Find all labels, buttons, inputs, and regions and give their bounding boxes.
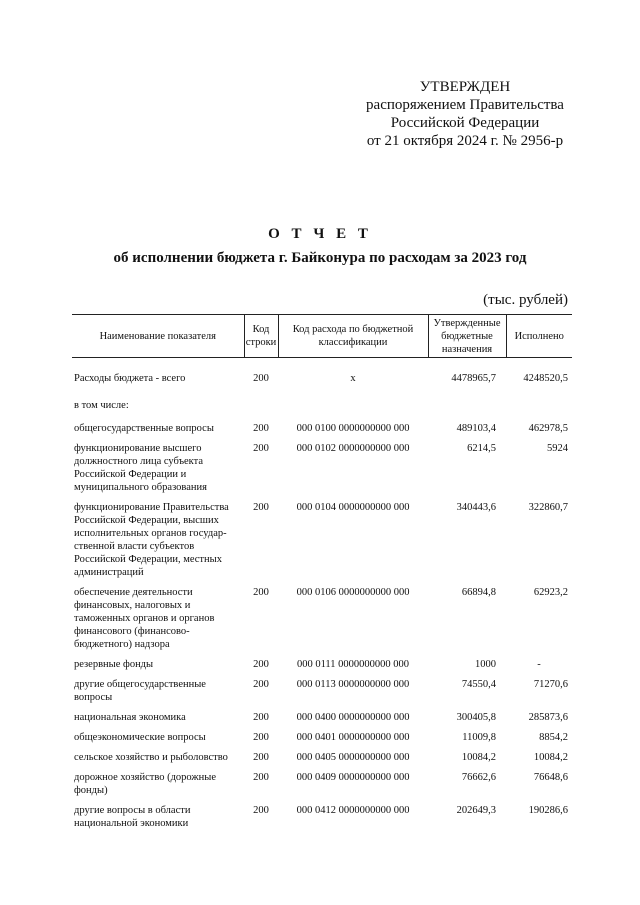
- row-approved: 202649,3: [456, 805, 496, 816]
- row-approved: 74550,4: [461, 679, 496, 690]
- row-name: Расходы бюджета - всего: [74, 373, 186, 384]
- row-name: общегосударственные вопросы: [74, 423, 214, 434]
- row-executed: [506, 399, 572, 422]
- row-budget-code: 000 0102 0000000000 000: [296, 443, 410, 454]
- table-header-row: [72, 315, 572, 358]
- header-line-code-text: Код строки: [245, 324, 277, 348]
- header-executed: [506, 315, 572, 358]
- row-budget-code: x: [350, 373, 356, 384]
- report-subtitle: об исполнении бюджета г. Байконура по расходам за 2023 год: [113, 250, 527, 266]
- approval-block: [340, 78, 590, 150]
- row-line-code: 200: [253, 659, 269, 670]
- row-executed: 462978,5: [528, 423, 568, 434]
- row-approved: 66894,8: [461, 587, 496, 598]
- header-name-text: Наименование показателя: [99, 330, 216, 342]
- row-line-code: 200: [253, 443, 269, 454]
- row-approved: 300405,8: [456, 712, 496, 723]
- row-line-code: [244, 399, 278, 422]
- row-line-code: 200: [253, 712, 269, 723]
- table-row: [72, 501, 572, 586]
- row-budget-code: 000 0100 0000000000 000: [296, 423, 410, 434]
- row-executed: 190286,6: [528, 805, 568, 816]
- row-name: функционирование высшего должностного лица субъекта Российской Федерации и муниципального образования: [74, 443, 207, 493]
- row-line-code: 200: [253, 679, 269, 690]
- row-budget-code: 000 0405 0000000000 000: [296, 752, 410, 763]
- approval-line-3: от 21 октября 2024 г. № 2956-р: [366, 133, 564, 149]
- header-budget-code: [278, 315, 428, 358]
- row-approved: 489103,4: [456, 423, 496, 434]
- table-row: [72, 804, 572, 830]
- row-line-code: 200: [253, 502, 269, 513]
- row-line-code: 200: [253, 805, 269, 816]
- table-row: [72, 711, 572, 731]
- header-approved: [428, 315, 506, 358]
- row-approved: 340443,6: [456, 502, 496, 513]
- table-row: [72, 399, 572, 422]
- header-executed-text: Исполнено: [514, 330, 564, 342]
- row-line-code: 200: [253, 373, 269, 384]
- table-row: [72, 422, 572, 442]
- row-approved: 6214,5: [467, 443, 496, 454]
- header-approved-text: Утвержденные бюджетные назначения: [433, 317, 501, 355]
- row-executed: 10084,2: [533, 752, 568, 763]
- row-approved: 76662,6: [461, 772, 496, 783]
- table-row: [72, 586, 572, 658]
- row-name: дорожное хозяйство (дорожные фонды): [74, 772, 216, 796]
- table-row: [72, 658, 572, 678]
- row-budget-code: 000 0104 0000000000 000: [296, 502, 410, 513]
- row-line-code: 200: [253, 423, 269, 434]
- row-name: в том числе:: [74, 400, 129, 411]
- header-line-code: [244, 315, 278, 358]
- row-executed: 4248520,5: [523, 373, 568, 384]
- approval-line-1: распоряжением Правительства: [366, 97, 564, 113]
- row-executed: 5924: [547, 443, 568, 454]
- row-executed: 71270,6: [533, 679, 568, 690]
- table-body: [72, 358, 572, 831]
- table-row: [72, 442, 572, 501]
- row-approved: 11009,8: [462, 732, 496, 743]
- row-budget-code: 000 0111 0000000000 000: [296, 659, 410, 670]
- header-name: [72, 315, 244, 358]
- row-name: общеэкономические вопросы: [74, 732, 206, 743]
- table-row: [72, 678, 572, 711]
- expenditure-table: [72, 314, 572, 830]
- row-budget-code: 000 0401 0000000000 000: [296, 732, 410, 743]
- row-budget-code: 000 0400 0000000000 000: [296, 712, 410, 723]
- row-approved: 1000: [475, 659, 496, 670]
- table-row: [72, 771, 572, 804]
- row-budget-code: 000 0113 0000000000 000: [296, 679, 410, 690]
- row-executed: 76648,6: [533, 772, 568, 783]
- row-name: национальная экономика: [74, 712, 186, 723]
- row-name: резервные фонды: [74, 659, 154, 670]
- report-title: О Т Ч Е Т: [268, 226, 372, 242]
- row-name: функционирование Правительства Российской Федерации, высших исполнительных органов государ- ственной власти субъектов Российской Федерации, местных администраций: [74, 502, 229, 578]
- table-row: [72, 751, 572, 771]
- table-row: [72, 372, 572, 399]
- row-budget-code: [278, 399, 428, 422]
- approval-line-2: Российской Федерации: [390, 115, 540, 131]
- row-line-code: 200: [253, 772, 269, 783]
- row-name: сельское хозяйство и рыболовство: [74, 752, 228, 763]
- row-budget-code: 000 0412 0000000000 000: [296, 805, 410, 816]
- row-line-code: 200: [253, 732, 269, 743]
- approval-heading: УТВЕРЖДЕН: [419, 79, 511, 95]
- row-executed: 322860,7: [528, 502, 568, 513]
- row-name: другие общегосударственные вопросы: [74, 679, 206, 703]
- row-executed: 8854,2: [539, 732, 568, 743]
- table-row: [72, 731, 572, 751]
- row-line-code: 200: [253, 587, 269, 598]
- row-executed: 285873,6: [528, 712, 568, 723]
- row-name: обеспечение деятельности финансовых, налоговых и таможенных органов и органов финансового (финансово- бюджетного) надзора: [74, 587, 215, 650]
- header-budget-code-text: Код расхода по бюджетной классификации: [292, 324, 414, 348]
- row-approved: 4478965,7: [451, 373, 496, 384]
- spacer-row: [72, 358, 572, 373]
- row-executed: -: [537, 659, 541, 670]
- row-budget-code: 000 0409 0000000000 000: [296, 772, 410, 783]
- row-executed: 62923,2: [533, 587, 568, 598]
- row-name: другие вопросы в области национальной экономики: [74, 805, 191, 829]
- row-approved: 10084,2: [461, 752, 496, 763]
- row-approved: [428, 399, 506, 422]
- spacer-cell: [72, 358, 572, 373]
- row-line-code: 200: [253, 752, 269, 763]
- row-budget-code: 000 0106 0000000000 000: [296, 587, 410, 598]
- units-label: (тыс. рублей): [483, 292, 568, 308]
